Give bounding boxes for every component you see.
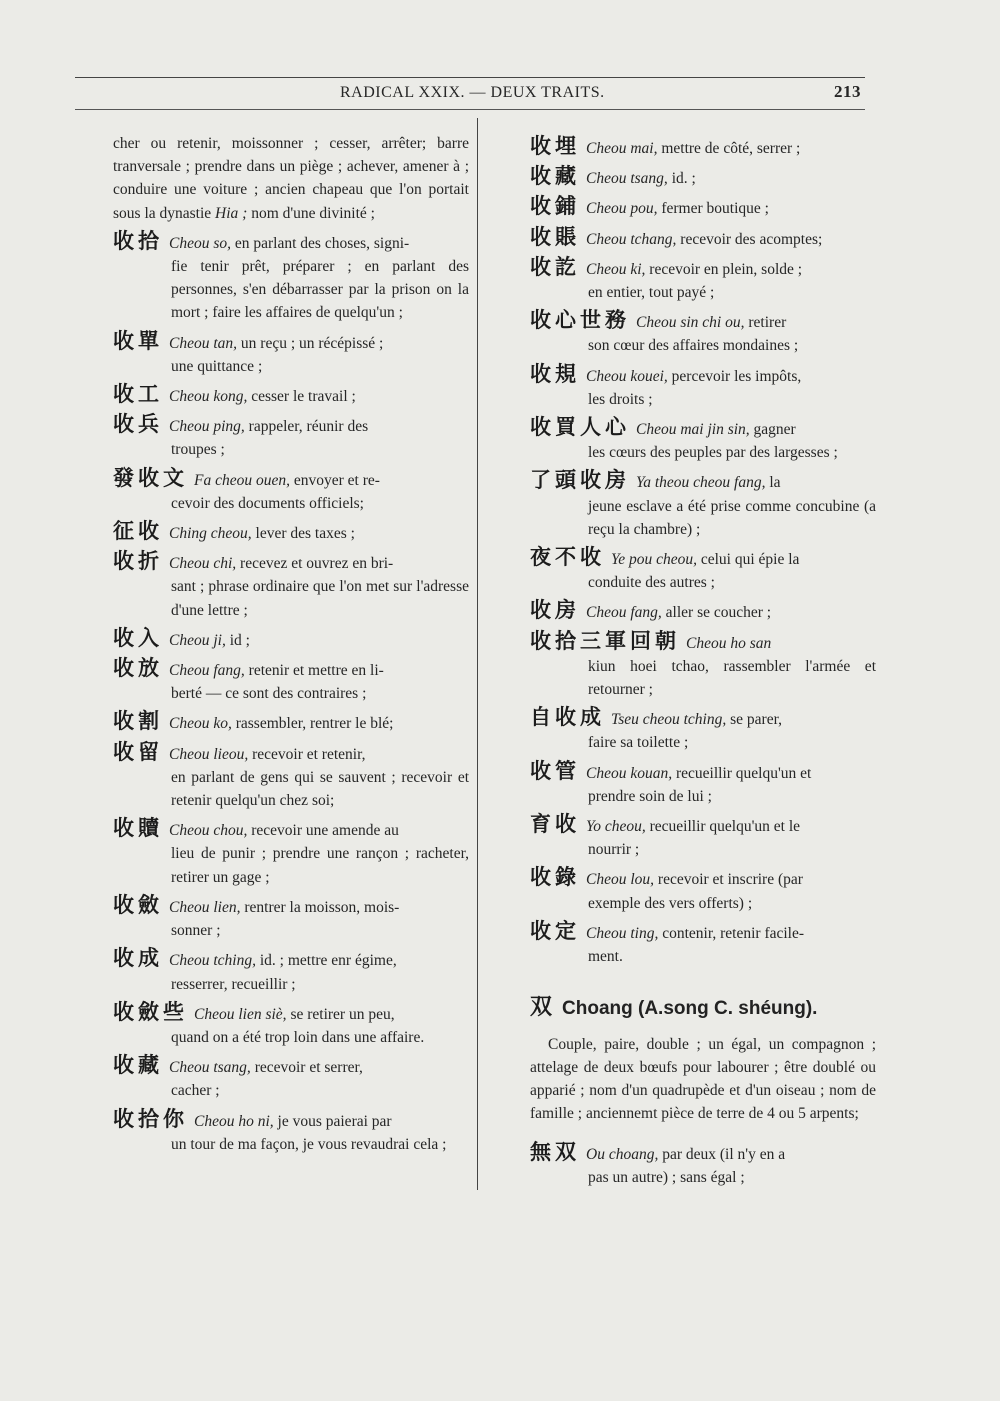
compound-entry — [530, 599, 876, 624]
romanization: Ye pou cheou, — [611, 551, 697, 569]
romanization: Cheou lou, — [586, 871, 655, 889]
compound-entry — [530, 363, 876, 411]
chinese-term: 收賬 — [530, 224, 580, 249]
compound-entry — [530, 630, 876, 702]
romanization: Cheou kong, — [169, 388, 248, 406]
chinese-term: 收放 — [113, 656, 163, 681]
gloss-start: aller se coucher ; — [665, 604, 772, 622]
chinese-term: 收訖 — [530, 254, 580, 279]
compound-entry — [113, 657, 469, 705]
compound-entry — [113, 550, 469, 622]
gloss-start: recevez et ouvrez en bri- — [240, 555, 394, 573]
gloss-start: mettre de côté, serrer ; — [661, 140, 801, 157]
romanization: Cheou ki, — [586, 260, 646, 278]
gloss-start: en parlant des choses, signi- — [234, 234, 410, 252]
chinese-term: 收成 — [113, 946, 163, 971]
romanization: Cheou lien siè, — [194, 1005, 287, 1023]
gloss-start: rappeler, réunir des — [248, 418, 369, 436]
chinese-term: 收規 — [530, 361, 580, 386]
right-column — [530, 130, 876, 1189]
compound-entry — [113, 710, 469, 735]
chinese-term: 收工 — [113, 382, 163, 407]
top-rule — [75, 77, 865, 78]
left-entries — [113, 230, 469, 1156]
compound-entry — [113, 1001, 469, 1049]
compound-entry — [113, 330, 469, 378]
compound-entry — [530, 813, 876, 861]
gloss-start: envoyer et re- — [293, 471, 380, 489]
gloss-start: id ; — [229, 631, 250, 649]
chinese-term: 收管 — [530, 758, 580, 783]
column-divider — [477, 118, 478, 1190]
compound-entry — [530, 706, 876, 754]
romanization: Cheou mai, — [586, 140, 658, 157]
gloss-start: recueillir quelqu'un et le — [649, 818, 801, 836]
gloss-start: rentrer la moisson, mois- — [244, 898, 400, 916]
header-title: RADICAL XXIX. — DEUX TRAITS. — [340, 84, 605, 101]
chinese-term: 了頭收房 — [530, 468, 630, 493]
compound-entry — [530, 1141, 876, 1189]
chinese-term: 收拾你 — [113, 1106, 188, 1131]
headword-entry — [530, 996, 876, 1020]
romanization: Cheou ho ni, — [194, 1112, 274, 1130]
compound-entry — [113, 413, 469, 461]
compound-entry — [530, 920, 876, 968]
compound-entry — [530, 866, 876, 914]
romanization: Cheou ping, — [169, 418, 245, 436]
header-rule — [75, 109, 865, 110]
chinese-term: 夜不收 — [530, 545, 605, 570]
romanization: Cheou ho san — [686, 634, 772, 652]
romanization: Cheou ting, — [586, 924, 659, 942]
chinese-term: 收割 — [113, 709, 163, 734]
chinese-term: 收拾 — [113, 228, 163, 253]
romanization: Cheou ji, — [169, 631, 226, 649]
gloss-continuation: resserrer, recueillir ; — [171, 975, 296, 993]
compound-entry — [113, 817, 469, 889]
romanization: Tseu cheou tching, — [611, 711, 727, 729]
compound-entry — [113, 1054, 469, 1102]
compound-entry — [113, 467, 469, 515]
romanization: Ya theou cheou fang, — [636, 474, 766, 492]
gloss-start: recevoir en plein, solde ; — [649, 260, 803, 278]
romanization: Cheou pou, — [586, 200, 658, 218]
romanization: Fa cheou ouen, — [194, 471, 290, 489]
chinese-term: 收斂 — [113, 892, 163, 917]
gloss-continuation: conduite des autres ; — [588, 574, 715, 592]
headword-character: 双 — [530, 995, 557, 1021]
chinese-term: 發收文 — [113, 465, 188, 490]
gloss-start: recevoir et serrer, — [254, 1059, 363, 1077]
romanization: Cheou tan, — [169, 334, 238, 352]
compound-entry — [530, 195, 876, 220]
chinese-term: 收埋 — [530, 134, 580, 158]
gloss-start: contenir, retenir facile- — [662, 924, 805, 942]
chinese-term: 收藏 — [113, 1053, 163, 1078]
chinese-term: 收心世務 — [530, 308, 630, 333]
gloss-continuation: exemple des vers offerts) ; — [588, 894, 753, 912]
gloss-start: gagner — [753, 421, 796, 439]
gloss-start: retenir et mettre en li- — [248, 662, 384, 680]
chinese-term: 收折 — [113, 549, 163, 574]
gloss-continuation: les droits ; — [588, 390, 653, 408]
compound-entry — [530, 416, 876, 464]
romanization: Cheou fang, — [586, 604, 662, 622]
chinese-term: 收買人心 — [530, 415, 630, 440]
chinese-term: 收鋪 — [530, 194, 580, 219]
gloss-continuation: une quittance ; — [171, 357, 263, 375]
gloss-start: rassembler, rentrer le blé; — [235, 715, 394, 733]
compound-entry — [113, 947, 469, 995]
romanization: Cheou tsang, — [586, 170, 668, 188]
gloss-continuation: faire sa toilette ; — [588, 734, 689, 752]
chinese-term: 無双 — [530, 1139, 580, 1164]
gloss-continuation: sant ; phrase ordinaire que l'on met sur l'adresse d'une lettre ; — [171, 578, 469, 619]
gloss-continuation: les cœurs des peuples par des largesses ; — [588, 444, 838, 462]
romanization: Cheou sin chi ou, — [636, 314, 745, 332]
chinese-term: 收房 — [530, 598, 580, 623]
compound-entry — [530, 760, 876, 808]
left-column — [113, 132, 469, 1156]
romanization: Yo cheou, — [586, 818, 646, 836]
compound-entry — [113, 230, 469, 325]
right-entries — [530, 135, 876, 968]
romanization: Cheou chou, — [169, 822, 248, 840]
compound-entry — [113, 741, 469, 813]
romanization: Cheou ko, — [169, 715, 232, 733]
gloss-start: recevoir des acomptes; — [680, 230, 823, 248]
romanization: Cheou lieou, — [169, 745, 249, 763]
compound-entry — [113, 383, 469, 408]
romanization: Ou choang, — [586, 1145, 659, 1163]
romanization: Cheou kouan, — [586, 764, 673, 782]
gloss-continuation: berté — ce sont des contraires ; — [171, 685, 367, 703]
compound-entry — [530, 165, 876, 190]
gloss-start: je vous paierai par — [277, 1112, 392, 1130]
gloss-continuation: son cœur des affaires mondaines ; — [588, 337, 799, 355]
gloss-start: la — [769, 474, 781, 492]
gloss-start: lever des taxes ; — [255, 525, 355, 543]
chinese-term: 收錄 — [530, 865, 580, 890]
gloss-continuation: sonner ; — [171, 922, 221, 940]
gloss-continuation: en parlant de gens qui se sauvent ; recevoir et retenir quelqu'un chez soi; — [171, 768, 469, 810]
romanization: Cheou lien, — [169, 898, 241, 916]
chinese-term: 收留 — [113, 739, 163, 764]
gloss-start: recevoir et inscrire (par — [657, 871, 803, 889]
compound-entry — [530, 309, 876, 357]
chinese-term: 征收 — [113, 519, 163, 544]
chinese-term: 收單 — [113, 328, 163, 353]
romanization: Cheou so, — [169, 234, 231, 252]
chinese-term: 收贖 — [113, 816, 163, 841]
chinese-term: 收拾三軍回朝 — [530, 628, 680, 653]
gloss-continuation: jeune esclave a été prise comme concubine (a reçu la chambre) ; — [588, 497, 876, 538]
gloss-continuation: lieu de punir ; prendre une rançon ; racheter, retirer un gage ; — [171, 845, 469, 886]
compound-entry — [113, 1108, 469, 1156]
chinese-term: 收斂些 — [113, 999, 188, 1024]
headword: Choang (A.song C. shéung). — [562, 998, 818, 1020]
chinese-term: 自收成 — [530, 705, 605, 730]
chinese-term: 收定 — [530, 918, 580, 943]
compound-entry — [530, 546, 876, 594]
romanization: Ching cheou, — [169, 525, 252, 543]
gloss-continuation: troupes ; — [171, 441, 225, 459]
gloss-continuation: nourrir ; — [588, 841, 640, 859]
gloss-continuation: kiun hoei tchao, rassembler l'armée et retourner ; — [588, 657, 876, 699]
gloss-start: se retirer un peu, — [290, 1005, 395, 1023]
gloss-start: fermer boutique ; — [661, 200, 769, 218]
gloss-start: recevoir et retenir, — [252, 745, 366, 763]
gloss-continuation: cevoir des documents officiels; — [171, 494, 364, 512]
compound-entry — [530, 135, 876, 160]
chinese-term: 收藏 — [530, 164, 580, 189]
gloss-continuation: cacher ; — [171, 1082, 220, 1100]
gloss-start: retirer — [748, 314, 787, 332]
romanization: Cheou tsang, — [169, 1059, 251, 1077]
gloss-start: cesser le travail ; — [251, 388, 356, 406]
chinese-term: 育收 — [530, 812, 580, 837]
running-header — [75, 82, 865, 108]
gloss-start: se parer, — [730, 711, 782, 729]
romanization: Cheou chi, — [169, 555, 237, 573]
compound-entry — [530, 469, 876, 541]
gloss-start: recueillir quelqu'un et — [675, 764, 812, 782]
gloss-start: id. ; mettre enr égime, — [259, 952, 397, 970]
gloss-start: par deux (il n'y en a — [662, 1145, 786, 1163]
chinese-term: 收兵 — [113, 412, 163, 437]
gloss-continuation: ment. — [588, 948, 623, 966]
romanization: Cheou fang, — [169, 662, 245, 680]
gloss-start: un reçu ; un récépissé ; — [240, 334, 384, 352]
gloss-continuation: quand on a été trop loin dans une affaire. — [171, 1028, 425, 1046]
gloss-continuation: un tour de ma façon, je vous revaudrai cela ; — [171, 1135, 447, 1153]
gloss-start: percevoir les impôts, — [671, 367, 802, 385]
gloss-start: recevoir une amende au — [251, 822, 399, 840]
romanization: Cheou mai jin sin, — [636, 421, 750, 439]
romanization: Cheou tchang, — [586, 230, 677, 248]
compound-entry — [113, 520, 469, 545]
romanization: Cheou kouei, — [586, 367, 668, 385]
romanization: Cheou tching, — [169, 952, 256, 970]
compound-entry — [530, 256, 876, 304]
chinese-term: 收入 — [113, 625, 163, 650]
continued-definition: cher ou retenir, moissonner ; cesser, arrêter; barre tranversale ; prendre dans un piège ; achever, amener à ; conduire une voiture ; ancien chapeau que l'on portait sous la dynastie Hia ; nom d'une divinité ; — [113, 135, 469, 222]
page-number: 213 — [834, 82, 861, 101]
compound-entry — [113, 894, 469, 942]
gloss-continuation: en entier, tout payé ; — [588, 284, 715, 302]
compound-entry — [530, 226, 876, 251]
gloss-continuation: pas un autre) ; sans égal ; — [588, 1169, 745, 1187]
gloss-continuation: prendre soin de lui ; — [588, 787, 712, 805]
gloss-continuation: fie tenir prêt, préparer ; en parlant des personnes, s'en débarrasser par la prison on la mort ; faire les affaires de quelqu'un ; — [171, 258, 469, 322]
gloss-start: id. ; — [671, 170, 696, 188]
compound-entry — [113, 627, 469, 652]
gloss-start: celui qui épie la — [700, 551, 800, 569]
headword-definition: Couple, paire, double ; un égal, un compagnon ; attelage de deux bœufs pour labourer ; être doublé ou apparié ; nom d'un quadrupède et d'un oiseau ; nom de famille ; anciennemt pièce de terre de 4 ou 5 arpents; — [530, 1035, 876, 1123]
